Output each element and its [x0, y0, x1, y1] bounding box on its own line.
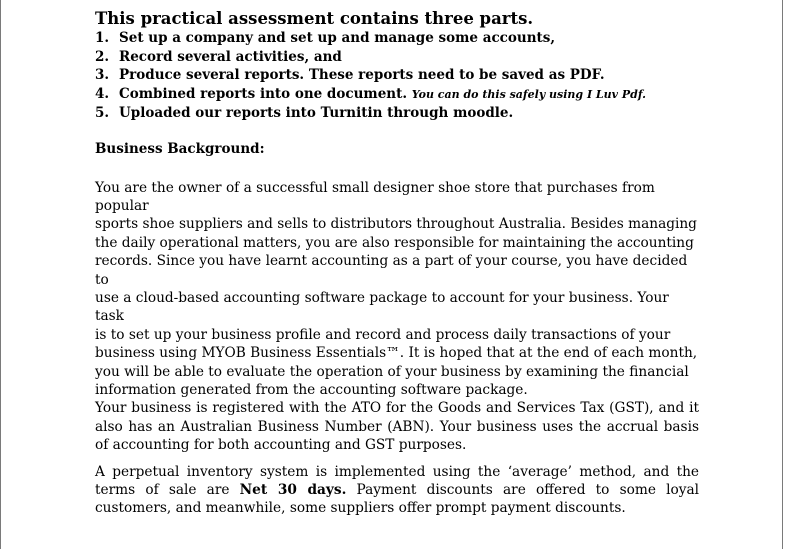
paragraph-line: use a cloud-based accounting software package to account for your business. Your task: [95, 289, 669, 325]
paragraph-line: business using MYOB Business Essentials™. It is hoped that at the end of each month,: [95, 345, 698, 362]
assessment-parts-list: [95, 29, 699, 123]
background-paragraph-1: [95, 179, 699, 400]
paragraph-line: information generated from the accounting software package.: [95, 381, 528, 398]
list-item: [95, 104, 699, 123]
paragraph-text: A perpetual inventory system is implemented using the ‘average’ method, and the terms of sale are: [95, 463, 699, 498]
paragraph-line: is to set up your business profile and record and process daily transactions of your: [95, 326, 671, 343]
paragraph-line: records. Since you have learnt accounting as a part of your course, you have decided to: [95, 253, 688, 288]
paragraph-line: You are the owner of a successful small designer shoe store that purchases from popular: [95, 179, 655, 214]
list-item: [95, 48, 699, 67]
paragraph-text: Payment discounts are offered to some loyal customers, and meanwhile, some suppliers offer prompt payment discounts.: [95, 482, 700, 517]
list-item: [95, 29, 699, 48]
list-item-note: You can do this safely using I Luv Pdf.: [411, 87, 646, 101]
list-item-text: Record several activities, and: [119, 48, 342, 65]
list-item: [95, 85, 699, 105]
list-number: 2.: [95, 48, 110, 65]
document-content: [95, 8, 699, 518]
list-item-text: Produce several reports. These reports need to be saved as PDF.: [119, 67, 605, 83]
list-number: 1.: [95, 30, 110, 46]
business-background-title: Business Background:: [95, 140, 265, 157]
list-item-text: Combined reports into one document.: [119, 85, 408, 102]
paragraph-line: the daily operational matters, you are also responsible for maintaining the accounting: [95, 234, 694, 251]
paragraph-line: sports shoe suppliers and sells to distributors throughout Australia. Besides managing: [95, 216, 697, 233]
background-paragraph-2: Your business is registered with the ATO for the Goods and Services Tax (GST), and it also has an Australian Business Number (ABN). Your business uses the accrual basis of accounting for both accounting and GST purposes.: [95, 400, 699, 454]
list-number: 3.: [95, 67, 110, 83]
list-item-text: Uploaded our reports into Turnitin through moodle.: [119, 105, 514, 121]
background-paragraph-3: [95, 463, 699, 518]
list-number: 5.: [95, 105, 110, 121]
list-item-text: Set up a company and set up and manage some accounts,: [119, 30, 556, 46]
list-item: [95, 66, 699, 85]
paragraph-line: you will be able to evaluate the operation of your business by examining the financial: [95, 363, 689, 380]
payment-terms: Net 30 days.: [239, 482, 347, 498]
list-number: 4.: [95, 85, 110, 102]
assessment-heading: This practical assessment contains three parts.: [95, 9, 534, 28]
